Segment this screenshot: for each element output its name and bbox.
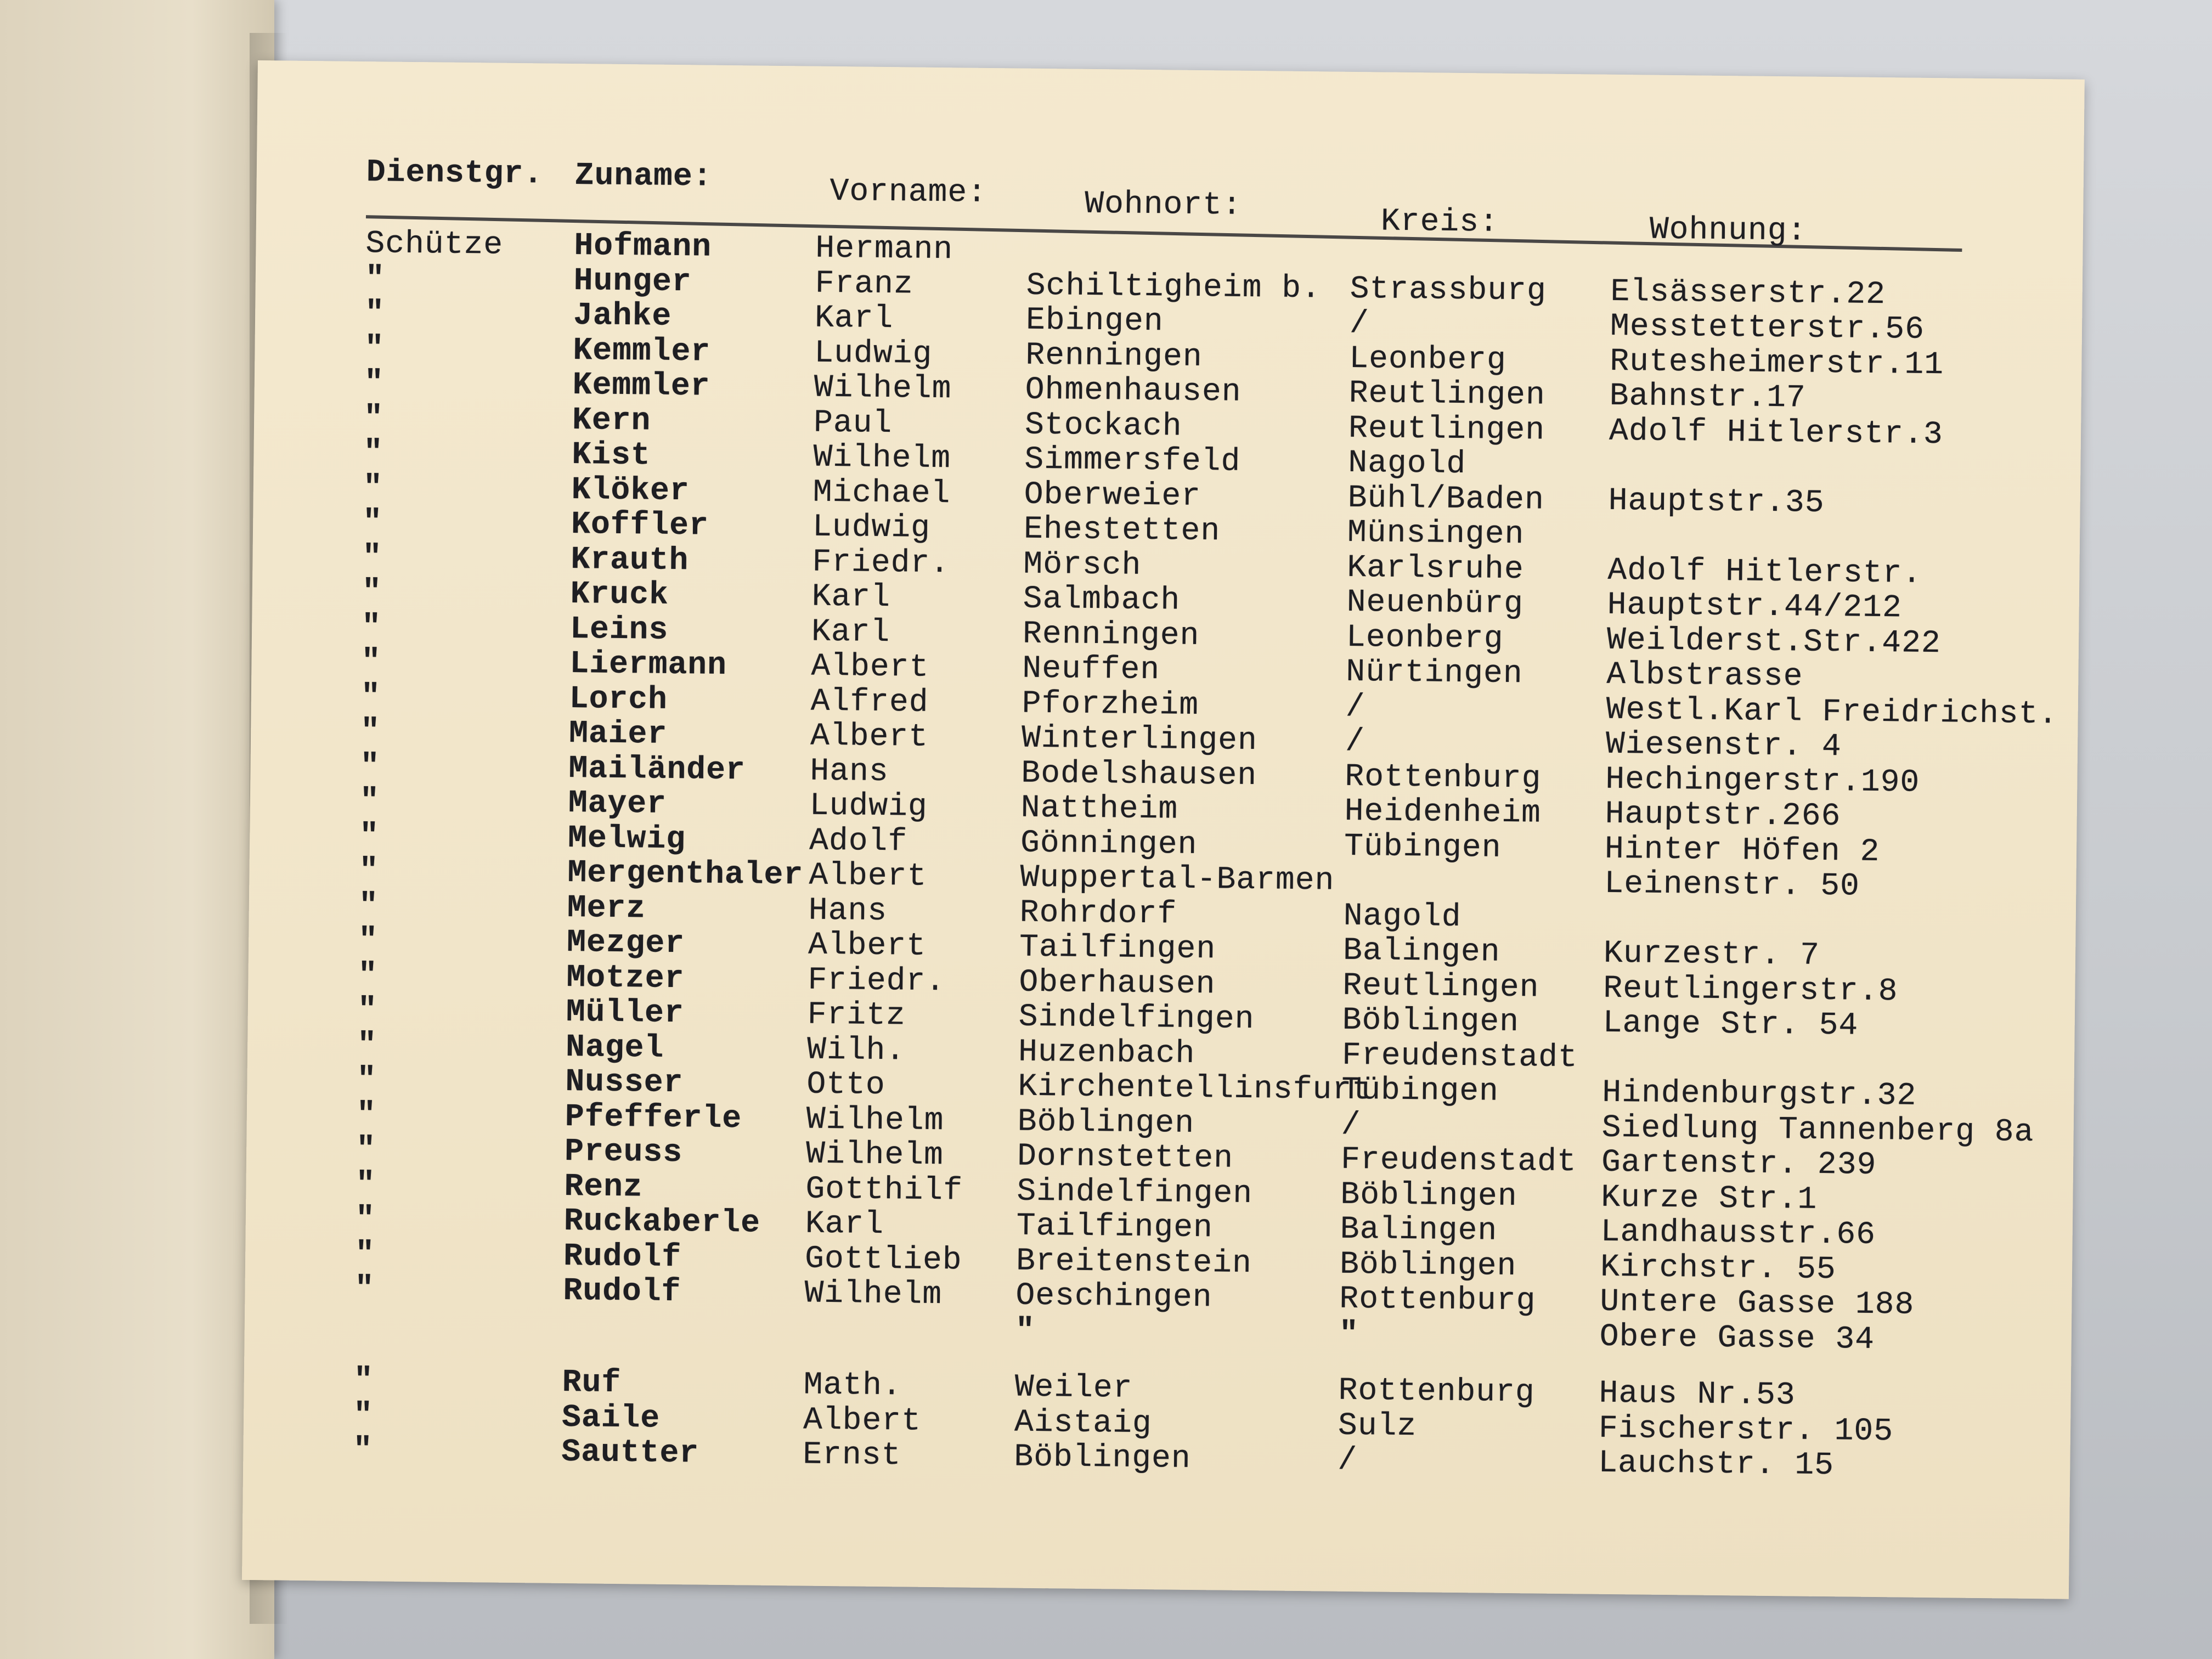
first-name-cell: Franz bbox=[815, 266, 914, 303]
town-cell: Sindelfingen bbox=[1017, 1173, 1253, 1212]
surname-cell: Ruf bbox=[562, 1364, 622, 1402]
residence-cell: Elsässerstr.22 bbox=[1610, 274, 1886, 313]
surname-cell: Saile bbox=[561, 1400, 661, 1437]
first-name-cell: Hans bbox=[810, 753, 889, 790]
rank-cell: " bbox=[355, 1201, 376, 1238]
first-name-cell: Albert bbox=[809, 857, 927, 895]
header-town: Wohnort: bbox=[1084, 186, 1243, 224]
first-name-cell: Friedr. bbox=[812, 544, 950, 582]
residence-cell: Lange Str. 54 bbox=[1602, 1005, 1859, 1044]
first-name-cell: Fritz bbox=[807, 997, 906, 1034]
surname-cell: Koffler bbox=[571, 507, 709, 544]
residence-cell: Westl.Karl Freidrichst. bbox=[1606, 692, 2058, 732]
district-cell: Reutlingen bbox=[1348, 375, 1546, 414]
district-cell: Bühl/Baden bbox=[1347, 480, 1545, 518]
residence-cell: Bahnstr.17 bbox=[1609, 378, 1807, 416]
surname-cell: Kemmler bbox=[572, 368, 710, 405]
rank-cell: " bbox=[363, 470, 383, 506]
town-cell: Böblingen bbox=[1017, 1104, 1195, 1142]
surname-cell: Hunger bbox=[573, 263, 692, 300]
town-cell: Winterlingen bbox=[1021, 720, 1258, 759]
residence-cell: Weilderst.Str.422 bbox=[1606, 622, 1942, 662]
residence-cell: Hauptstr.44/212 bbox=[1607, 587, 1903, 627]
surname-cell: Mayer bbox=[568, 786, 667, 822]
surname-cell: Mailänder bbox=[568, 751, 746, 788]
rank-cell: " bbox=[357, 992, 378, 1029]
district-cell: Balingen bbox=[1342, 933, 1500, 970]
header-first-name: Vorname: bbox=[830, 173, 988, 211]
first-name-cell: Albert bbox=[808, 927, 927, 964]
town-cell: Gönningen bbox=[1020, 825, 1198, 863]
first-name-cell: Friedr. bbox=[808, 962, 946, 1000]
rank-cell: " bbox=[363, 400, 384, 436]
first-name-cell: Ludwig bbox=[809, 788, 928, 825]
rank-cell: " bbox=[353, 1432, 373, 1469]
surname-cell: Mergenthaler bbox=[567, 855, 804, 894]
rank-cell: " bbox=[363, 435, 383, 471]
residence-cell: Wiesenstr. 4 bbox=[1605, 726, 1842, 765]
surname-cell: Pfefferle bbox=[565, 1099, 742, 1137]
district-cell: Heidenheim bbox=[1344, 793, 1542, 832]
first-name-cell: Gottlieb bbox=[804, 1241, 962, 1279]
town-cell: Salmbach bbox=[1023, 581, 1181, 619]
residence-cell: Hauptstr.35 bbox=[1608, 483, 1825, 521]
surname-cell: Hofmann bbox=[574, 228, 712, 266]
first-name-cell: Hermann bbox=[815, 230, 953, 268]
rank-cell: " bbox=[362, 505, 383, 541]
district-cell: Karlsruhe bbox=[1347, 550, 1525, 588]
town-cell: Rohrdorf bbox=[1019, 895, 1177, 933]
surname-cell: Lorch bbox=[569, 681, 668, 718]
first-name-cell: Albert bbox=[810, 718, 929, 755]
district-cell: Balingen bbox=[1340, 1211, 1498, 1249]
district-cell: Nürtingen bbox=[1346, 654, 1523, 692]
first-name-cell: Otto bbox=[806, 1066, 886, 1104]
first-name-cell: Ludwig bbox=[812, 509, 931, 546]
district-cell: Böblingen bbox=[1342, 1002, 1520, 1041]
residence-cell: Untere Gasse 188 bbox=[1600, 1284, 1915, 1323]
residence-cell: Landhausstr.66 bbox=[1600, 1214, 1876, 1253]
first-name-cell: Wilhelm bbox=[814, 370, 952, 408]
rank-cell: " bbox=[354, 1236, 375, 1272]
first-name-cell: Alfred bbox=[810, 684, 929, 721]
district-cell: Leonberg bbox=[1346, 619, 1504, 657]
surname-cell: Mezger bbox=[566, 924, 685, 962]
town-cell: Böblingen bbox=[1014, 1439, 1192, 1477]
first-name-cell: Wilhelm bbox=[806, 1102, 944, 1139]
first-name-cell: Ernst bbox=[803, 1437, 901, 1474]
district-cell: / bbox=[1345, 724, 1365, 760]
district-cell: / bbox=[1341, 1107, 1361, 1143]
town-cell: Dornstetten bbox=[1017, 1138, 1234, 1177]
rank-cell: " bbox=[360, 748, 380, 785]
rank-cell: " bbox=[356, 1131, 376, 1168]
district-cell: Tübingen bbox=[1344, 828, 1502, 866]
town-cell: Nattheim bbox=[1020, 790, 1178, 828]
district-cell: Freudenstadt bbox=[1341, 1037, 1578, 1076]
residence-cell: Gartenstr. 239 bbox=[1601, 1144, 1877, 1184]
district-cell: Strassburg bbox=[1350, 271, 1547, 309]
town-cell: " bbox=[1015, 1313, 1035, 1349]
district-cell: Nagold bbox=[1348, 445, 1466, 483]
residence-cell: Adolf Hitlerstr.3 bbox=[1609, 413, 1944, 453]
rank-cell: " bbox=[358, 957, 378, 994]
residence-cell: Obere Gasse 34 bbox=[1599, 1319, 1875, 1358]
residence-cell: Kirchstr. 55 bbox=[1600, 1249, 1837, 1288]
town-cell: Kirchentellinsfurt bbox=[1018, 1069, 1372, 1109]
rank-cell: " bbox=[356, 1166, 376, 1203]
district-cell: Nagold bbox=[1343, 898, 1462, 935]
town-cell: Mörsch bbox=[1023, 546, 1142, 584]
district-cell: Reutlingen bbox=[1348, 410, 1545, 449]
rank-cell: " bbox=[359, 853, 379, 889]
first-name-cell: Karl bbox=[811, 579, 891, 616]
town-cell: Ohmenhausen bbox=[1025, 372, 1242, 410]
surname-cell: Sautter bbox=[561, 1434, 699, 1472]
surname-cell: Müller bbox=[566, 994, 685, 1032]
town-cell: Renningen bbox=[1022, 616, 1200, 654]
residence-cell: Hechingerstr.190 bbox=[1605, 761, 1920, 801]
rank-cell: " bbox=[364, 365, 384, 402]
surname-cell: Leins bbox=[569, 611, 669, 648]
rank-cell: " bbox=[361, 609, 382, 645]
header-surname: Zuname: bbox=[574, 158, 713, 195]
rank-cell: Schütze bbox=[365, 226, 504, 263]
residence-cell: Kurze Str.1 bbox=[1601, 1180, 1818, 1218]
first-name-cell: Math. bbox=[803, 1367, 902, 1404]
surname-cell: Preuss bbox=[564, 1133, 683, 1171]
town-cell: Oeschingen bbox=[1015, 1278, 1212, 1316]
district-cell: / bbox=[1338, 1442, 1358, 1479]
town-cell: Simmersfeld bbox=[1024, 442, 1241, 480]
district-cell: Leonberg bbox=[1349, 341, 1507, 379]
rank-cell: " bbox=[357, 1062, 377, 1098]
first-name-cell: Michael bbox=[812, 475, 951, 512]
surname-cell: Kist bbox=[572, 437, 651, 474]
town-cell: Oberweier bbox=[1024, 477, 1201, 515]
first-name-cell: Wilhelm bbox=[805, 1136, 944, 1174]
district-cell: Rottenburg bbox=[1338, 1373, 1536, 1411]
header-residence: Wohnung: bbox=[1649, 212, 1807, 250]
rank-cell: " bbox=[353, 1362, 374, 1399]
town-cell: Schiltigheim b. bbox=[1026, 268, 1322, 307]
rank-cell: " bbox=[353, 1397, 374, 1434]
rank-cell: " bbox=[356, 1097, 377, 1133]
town-cell: Tailfingen bbox=[1019, 929, 1216, 968]
rank-cell: " bbox=[362, 574, 382, 611]
town-cell: Aistaig bbox=[1014, 1404, 1153, 1442]
residence-cell: Fischerstr. 105 bbox=[1598, 1410, 1894, 1449]
first-name-cell: Ludwig bbox=[814, 335, 933, 373]
rank-cell: " bbox=[360, 714, 381, 750]
surname-cell: Nagel bbox=[565, 1029, 664, 1066]
residence-cell: Messtetterstr.56 bbox=[1610, 308, 1925, 348]
first-name-cell: Gotthilf bbox=[805, 1171, 963, 1209]
rank-cell: " bbox=[362, 539, 382, 575]
document-page bbox=[242, 60, 2085, 1599]
surname-cell: Melwig bbox=[567, 820, 686, 857]
previous-page bbox=[0, 0, 274, 1659]
residence-cell: Hauptstr.266 bbox=[1605, 796, 1841, 835]
residence-cell: Reutlingerstr.8 bbox=[1603, 970, 1898, 1009]
town-cell: Ehestetten bbox=[1023, 511, 1221, 550]
first-name-cell: Karl bbox=[805, 1206, 884, 1243]
residence-cell: Siedlung Tannenberg 8a bbox=[1601, 1110, 2034, 1150]
surname-cell: Klöker bbox=[571, 472, 690, 509]
first-name-cell: Wilhelm bbox=[813, 439, 951, 477]
rank-cell: " bbox=[364, 330, 385, 366]
district-cell: Neuenbürg bbox=[1346, 584, 1524, 623]
rank-cell: " bbox=[360, 679, 381, 715]
town-cell: Stockach bbox=[1024, 407, 1182, 445]
surname-cell: Kemmler bbox=[573, 332, 711, 370]
rank-cell: " bbox=[359, 783, 380, 820]
rank-cell: " bbox=[364, 296, 385, 332]
first-name-cell: Wilh. bbox=[806, 1032, 906, 1069]
rank-cell: " bbox=[354, 1271, 375, 1307]
surname-cell: Maier bbox=[568, 716, 668, 753]
first-name-cell: Karl bbox=[811, 614, 890, 651]
district-cell: Sulz bbox=[1338, 1408, 1417, 1444]
town-cell: Bodelshausen bbox=[1021, 755, 1257, 794]
district-cell: / bbox=[1345, 689, 1365, 725]
district-cell: Böblingen bbox=[1340, 1177, 1518, 1215]
first-name-cell: Paul bbox=[813, 405, 893, 442]
town-cell: Breitenstein bbox=[1015, 1243, 1252, 1282]
town-cell: Neuffen bbox=[1022, 651, 1160, 689]
district-cell: Tübingen bbox=[1341, 1072, 1499, 1110]
district-cell: / bbox=[1349, 306, 1370, 342]
district-cell: " bbox=[1339, 1316, 1359, 1352]
district-cell: Böblingen bbox=[1339, 1246, 1517, 1284]
district-cell: Münsingen bbox=[1347, 515, 1525, 553]
residence-cell: Kurzestr. 7 bbox=[1603, 935, 1820, 974]
residence-cell: Lauchstr. 15 bbox=[1598, 1445, 1835, 1484]
surname-cell: Krauth bbox=[571, 541, 689, 579]
town-cell: Tailfingen bbox=[1016, 1208, 1214, 1246]
first-name-cell: Karl bbox=[814, 300, 894, 337]
rank-cell: " bbox=[357, 1027, 377, 1063]
first-name-cell: Albert bbox=[803, 1402, 922, 1440]
surname-cell: Rudolf bbox=[563, 1273, 681, 1311]
district-cell: Reutlingen bbox=[1342, 968, 1539, 1006]
rank-cell: " bbox=[361, 644, 381, 680]
surname-cell: Motzer bbox=[566, 960, 685, 997]
typed-roster bbox=[242, 60, 2085, 1599]
district-cell: Rottenburg bbox=[1339, 1281, 1536, 1319]
residence-cell: Albstrasse bbox=[1606, 657, 1803, 695]
district-cell: Rottenburg bbox=[1345, 759, 1542, 797]
surname-cell: Ruckaberle bbox=[563, 1203, 761, 1242]
residence-cell: Rutesheimerstr.11 bbox=[1610, 343, 1944, 383]
town-cell: Pforzheim bbox=[1022, 686, 1199, 724]
town-cell: Weiler bbox=[1014, 1369, 1133, 1407]
residence-cell: Hinter Höfen 2 bbox=[1604, 831, 1880, 870]
first-name-cell: Hans bbox=[808, 893, 888, 929]
first-name-cell: Albert bbox=[811, 648, 929, 686]
surname-cell: Nusser bbox=[565, 1064, 684, 1102]
rank-cell: " bbox=[359, 818, 380, 854]
town-cell: Huzenbach bbox=[1018, 1034, 1195, 1072]
rank-cell: " bbox=[358, 923, 379, 959]
surname-cell: Kern bbox=[572, 402, 651, 439]
surname-cell: Rudolf bbox=[563, 1238, 682, 1276]
district-cell: Freudenstadt bbox=[1340, 1142, 1577, 1181]
residence-cell: Leinenstr. 50 bbox=[1604, 866, 1860, 905]
first-name-cell: Wilhelm bbox=[804, 1276, 943, 1313]
town-cell: Oberhausen bbox=[1019, 964, 1216, 1002]
residence-cell: Hindenburgstr.32 bbox=[1602, 1075, 1917, 1114]
rank-cell: " bbox=[365, 261, 385, 297]
header-district: Kreis: bbox=[1380, 204, 1499, 241]
town-cell: Renningen bbox=[1025, 337, 1203, 375]
residence-cell: Adolf Hitlerstr. bbox=[1607, 552, 1922, 592]
rank-cell: " bbox=[358, 888, 379, 924]
first-name-cell: Adolf bbox=[809, 823, 908, 860]
surname-cell: Liermann bbox=[569, 646, 727, 684]
town-cell: Ebingen bbox=[1025, 302, 1164, 340]
header-rank: Dienstgr. bbox=[366, 155, 544, 193]
surname-cell: Renz bbox=[564, 1169, 644, 1205]
surname-cell: Jahke bbox=[573, 298, 672, 335]
town-cell: Sindelfingen bbox=[1018, 999, 1255, 1038]
residence-cell: Haus Nr.53 bbox=[1599, 1375, 1796, 1414]
surname-cell: Kruck bbox=[570, 577, 669, 613]
town-cell: Wuppertal-Barmen bbox=[1020, 860, 1335, 899]
surname-cell: Merz bbox=[567, 890, 646, 927]
